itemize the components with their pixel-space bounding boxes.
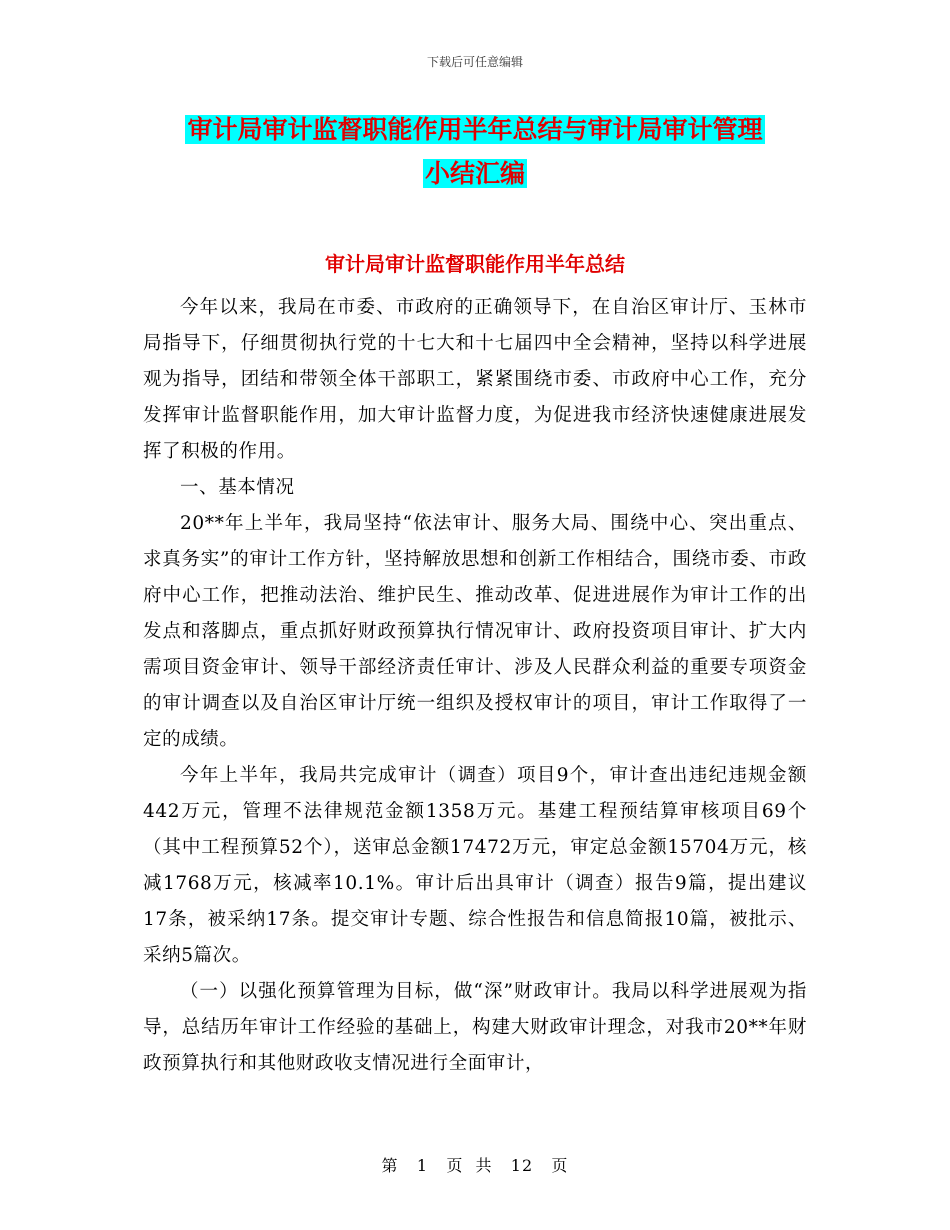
footer-page-number: 1: [416, 1156, 429, 1175]
footer-prefix: 第: [381, 1156, 399, 1175]
document-title-line-2: 小结汇编: [424, 159, 525, 188]
document-title: [143, 108, 807, 196]
paragraph-fiscal-audit: （一）以强化预算管理为目标，做“深”财政审计。我局以科学进展观为指导，总结历年审计工作经验的基础上，构建大财政审计理念，对我市20**年财政预算执行和其他财政收支情况进行全面审计，: [143, 981, 807, 1074]
page-footer: [0, 1153, 950, 1176]
body-text: [143, 290, 807, 1082]
section-title: 审计局审计监督职能作用半年总结: [325, 252, 625, 276]
paragraph-heading-basic-situation: 一、基本情况: [180, 477, 295, 498]
document-title-line-1: 审计局审计监督职能作用半年总结与审计局审计管理: [187, 115, 763, 144]
paragraph-intro: 今年以来，我局在市委、市政府的正确领导下，在自治区审计厅、玉林市局指导下，仔细贯彻执行党的十七大和十七届四中全会精神，坚持以科学进展观为指导，团结和带领全体干部职工，紧紧围绕市委、市政府中心工作，充分发挥审计监督职能作用，加大审计监督力度，为促进我市经济快速健康进展发挥了积极的作用。: [143, 297, 807, 462]
footer-middle: 页 共: [446, 1156, 493, 1175]
footer-total-pages: 12: [510, 1156, 534, 1175]
paragraph-guideline: 20**年上半年，我局坚持“依法审计、服务大局、围绕中心、突出重点、求真务实”的审计工作方针，坚持解放思想和创新工作相结合，围绕市委、市政府中心工作，把推动法治、维护民生、推动改革、促进进展作为审计工作的出发点和落脚点，重点抓好财政预算执行情况审计、政府投资项目审计、扩大内需项目资金审计、领导干部经济责任审计、涉及人民群众利益的重要专项资金的审计调查以及自治区审计厅统一组织及授权审计的项目，审计工作取得了一定的成绩。: [143, 513, 807, 750]
header-note: 下载后可任意编辑: [426, 55, 523, 69]
footer-suffix: 页: [551, 1156, 569, 1175]
paragraph-statistics: 今年上半年，我局共完成审计（调查）项目9个，审计查出违纪违规金额442万元，管理不法律规范金额1358万元。基建工程预结算审核项目69个（其中工程预算52个），送审总金额17472万元，审定总金额15704万元，核减1768万元，核减率10.1%。审计后出具审计（调查）报告9篇，提出建议17条，被采纳17条。提交审计专题、综合性报告和信息简报10篇，被批示、采纳5篇次。: [143, 765, 807, 966]
